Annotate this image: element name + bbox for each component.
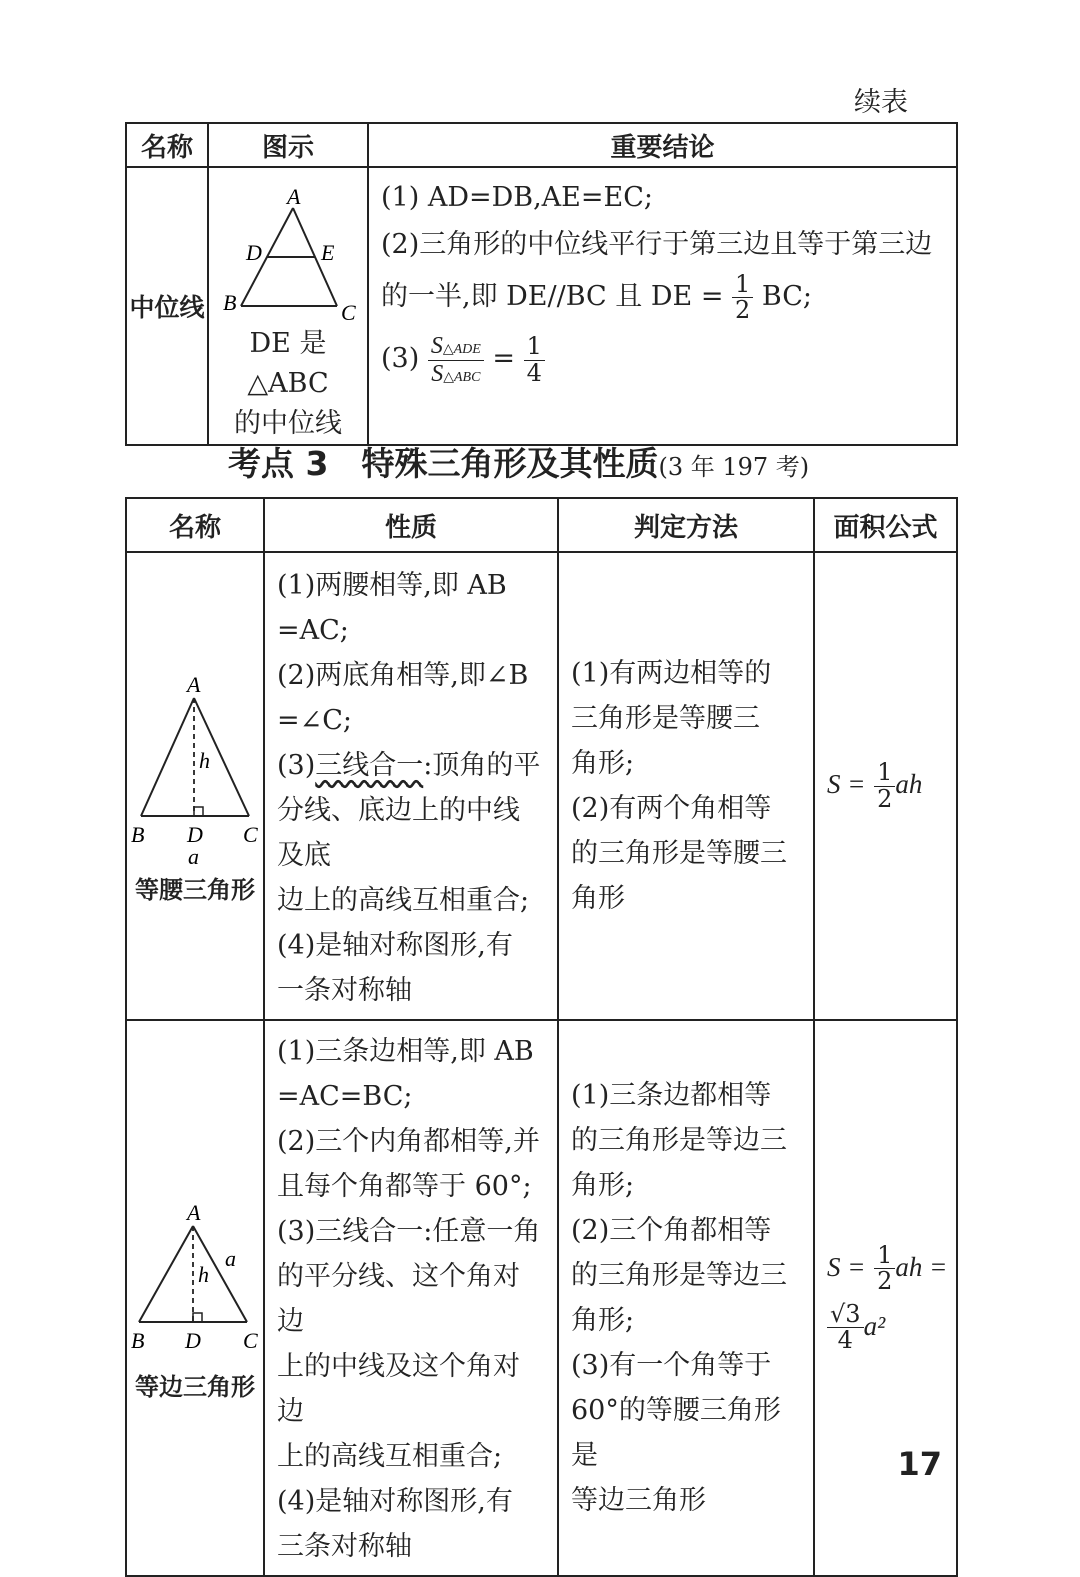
t2-header-judgement: 判定方法 [558, 498, 814, 552]
midline-figure-cell [208, 167, 368, 445]
iso-right-angle-mark [194, 807, 203, 816]
area-ratio-num: S△ADE [428, 333, 484, 360]
equi-prop-2b: 且每个角都等于 60°; [277, 1171, 532, 1202]
isosceles-figure-cell [126, 552, 264, 1020]
iso-label-base-a: a [188, 843, 199, 868]
conclusion-2: (2)三角形的中位线平行于第三边且等于第三边 [381, 229, 933, 260]
equi-prop-3b: 的平分线、这个角对边 [277, 1261, 520, 1337]
conclusion-3-eq: = [492, 343, 516, 375]
equi-prop-3: (3)三线合一:任意一角 [277, 1216, 541, 1247]
row-name-midline: 中位线 [126, 167, 208, 445]
conclusion-2b-pre: 的一半,即 DE//BC 且 DE = [381, 281, 724, 313]
equi-area2-num: √3 [827, 1302, 864, 1328]
conclusion-2b-post: BC; [761, 281, 813, 313]
equilateral-figure-cell [126, 1020, 264, 1576]
equi-area-line-2 [827, 1302, 956, 1353]
equi-label-side-a: a [225, 1246, 236, 1271]
equi-prop-3d: 上的高线互相重合; [277, 1441, 503, 1472]
iso-judge-2c: 角形 [571, 883, 625, 914]
equi-label-a: A [187, 1200, 201, 1225]
iso-area-den: 2 [877, 784, 893, 813]
iso-prop-3b: 分线、底边上的中线及底 [277, 795, 520, 871]
equi-label-h: h [198, 1262, 209, 1287]
equi-judge-1b: 的三角形是等边三 [571, 1125, 787, 1156]
conclusion-3 [381, 333, 944, 386]
isosceles-area-formula [814, 552, 957, 1020]
half-den: 2 [735, 296, 751, 325]
equi-area2-den: 4 [837, 1326, 853, 1355]
header-name: 名称 [126, 123, 208, 167]
section-note: (3 年 197 考) [658, 453, 810, 481]
t2-header-property: 性质 [264, 498, 558, 552]
equi-judge-2: (2)三个角都相等 [571, 1215, 772, 1246]
label-b: B [223, 290, 237, 315]
equi-judge-1: (1)三条边都相等 [571, 1080, 772, 1111]
equi-right-angle-mark [193, 1313, 202, 1322]
equilateral-properties [264, 1020, 558, 1576]
iso-judge-2: (2)有两个角相等 [571, 793, 772, 824]
equi-area-post: ah = [895, 1251, 948, 1282]
equi-prop-2: (2)三个内角都相等,并 [277, 1126, 540, 1157]
iso-area-fraction [874, 760, 895, 811]
page-number: 17 [897, 1445, 942, 1483]
iso-prop-1b: =AC; [277, 615, 349, 646]
equi-label-c: C [243, 1328, 258, 1353]
iso-three-lines-term: 三线合一 [315, 750, 424, 781]
quarter-fraction [524, 334, 545, 385]
isosceles-properties [264, 552, 558, 1020]
iso-judge-1c: 角形; [571, 748, 635, 779]
area-ratio-fraction [428, 333, 484, 386]
iso-prop-3c: 边上的高线互相重合; [277, 885, 530, 916]
iso-judge-1b: 三角形是等腰三 [571, 703, 760, 734]
section-title: 考点 3 特殊三角形及其性质 [228, 444, 659, 483]
equi-area-pre: S = [827, 1251, 866, 1282]
iso-prop-4: (4)是轴对称图形,有 [277, 930, 513, 961]
iso-label-h: h [199, 747, 210, 773]
equi-judge-3b: 60°的等腰三角形是 [571, 1395, 781, 1471]
t2-header-area: 面积公式 [814, 498, 957, 552]
equi-area2-post: a² [863, 1311, 886, 1342]
label-c: C [341, 300, 356, 325]
iso-area-post: ah [895, 769, 923, 800]
equi-area-num: 1 [874, 1243, 895, 1269]
equi-judge-2c: 角形; [571, 1305, 635, 1336]
equi-prop-4: (4)是轴对称图形,有 [277, 1486, 513, 1517]
equi-area-den: 2 [877, 1266, 893, 1295]
isosceles-row [126, 552, 957, 1020]
iso-judge-2b: 的三角形是等腰三 [571, 838, 787, 869]
equilateral-area-formula [814, 1020, 957, 1576]
equi-judge-3: (3)有一个角等于 [571, 1350, 772, 1381]
midline-conclusions [368, 167, 957, 445]
continued-label: 续表 [854, 87, 908, 118]
equi-label-b: B [131, 1328, 145, 1353]
header-conclusion: 重要结论 [368, 123, 957, 167]
isosceles-name: 等腰三角形 [135, 875, 255, 904]
area-ratio-den: S△ABC [431, 360, 481, 387]
equi-prop-4b: 三条对称轴 [277, 1531, 412, 1562]
equi-prop-3c: 上的中线及这个角对边 [277, 1351, 520, 1427]
equi-area-fraction-2 [827, 1302, 864, 1353]
iso-prop-3: (3)三线合一:顶角的平 [277, 750, 541, 781]
figure-caption-2: 的中位线 [234, 408, 342, 439]
equi-prop-1: (1)三条边相等,即 AB [277, 1036, 534, 1067]
iso-label-a: A [187, 671, 201, 697]
equilateral-judgement [558, 1020, 814, 1576]
iso-label-c: C [243, 821, 258, 847]
special-triangles-table [125, 497, 958, 1577]
midline-table [125, 122, 958, 446]
header-figure: 图示 [208, 123, 368, 167]
label-a: A [287, 184, 301, 209]
equilateral-triangle-figure [127, 1194, 263, 1369]
iso-prop-1: (1)两腰相等,即 AB [277, 570, 507, 601]
iso-prop-2b: =∠C; [277, 705, 353, 736]
equi-prop-1b: =AC=BC; [277, 1081, 413, 1112]
section-heading [228, 438, 809, 485]
equilateral-row [126, 1020, 957, 1576]
conclusion-3-pre: (3) [381, 343, 420, 375]
equi-judge-1c: 角形; [571, 1170, 635, 1201]
quarter-den: 4 [526, 358, 542, 387]
half-fraction [732, 272, 753, 323]
equi-area-line-1 [827, 1240, 956, 1295]
iso-prop-2: (2)两底角相等,即∠B [277, 660, 529, 691]
iso-label-d: D [187, 821, 203, 847]
conclusion-2b [381, 272, 944, 323]
half-num: 1 [732, 272, 753, 298]
iso-judge-1: (1)有两边相等的 [571, 658, 772, 689]
equi-judge-2b: 的三角形是等边三 [571, 1260, 787, 1291]
equilateral-name: 等边三角形 [135, 1373, 255, 1401]
iso-side-ab [141, 698, 194, 816]
t2-header-name: 名称 [126, 498, 264, 552]
conclusion-1: (1) AD=DB,AE=EC; [381, 182, 653, 213]
iso-area-pre: S = [827, 769, 866, 800]
isosceles-triangle-figure [127, 668, 263, 868]
equi-area-fraction [874, 1240, 895, 1295]
figure-caption-1: DE 是△ABC [247, 328, 329, 399]
iso-label-b: B [131, 821, 145, 847]
label-e: E [321, 240, 335, 265]
equi-judge-3c: 等边三角形 [571, 1485, 706, 1516]
label-d: D [246, 240, 262, 265]
iso-prop-4b: 一条对称轴 [277, 975, 412, 1006]
isosceles-judgement [558, 552, 814, 1020]
equi-label-d: D [185, 1328, 201, 1353]
equi-side-ab [139, 1226, 193, 1322]
iso-area-num: 1 [874, 760, 895, 786]
midline-triangle-figure [213, 168, 363, 328]
quarter-num: 1 [524, 334, 545, 360]
